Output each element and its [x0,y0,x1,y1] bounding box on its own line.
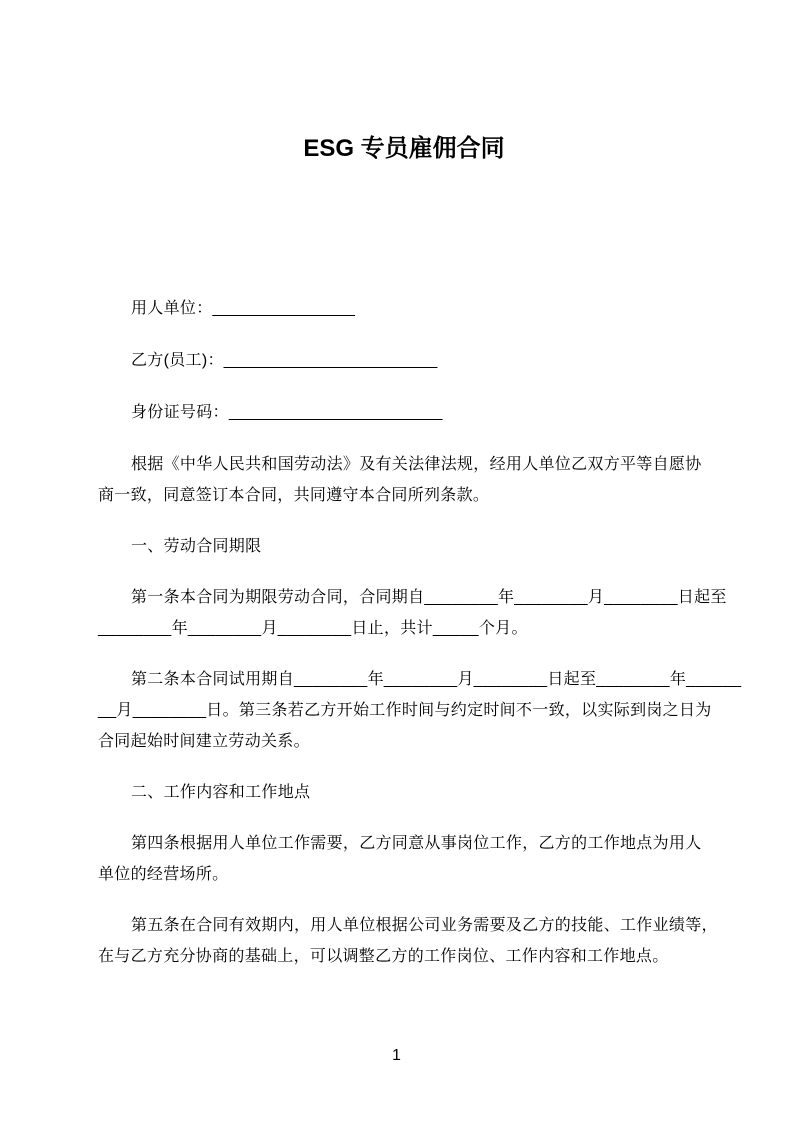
paragraph-article4 [98,828,710,890]
field-employer-label: 用人单位： [131,300,213,317]
field-employee-blank: ________________________ [223,352,438,369]
paragraph-article1-line: 第一条本合同为期限劳动合同，合同期自________年________月________日起至 [131,589,727,606]
field-employee-label: 乙方(员工)： [131,352,224,369]
page-number: 1 [392,1047,401,1064]
paragraph-article5-line: 第五条在合同有效期内，用人单位根据公司业务需要及乙方的技能、工作业绩等， [131,917,718,934]
paragraph-article2-line: 第二条本合同试用期自________年________月________日起至________年______ [131,671,742,688]
field-id-number [98,397,710,428]
paragraph-article1 [98,582,727,644]
field-employer-blank: ________________ [212,300,355,317]
field-employer [98,293,710,324]
field-id-number-blank: ________________________ [228,404,443,421]
section-heading-term [98,531,710,562]
paragraph-intro-line: 根据《中华人民共和国劳动法》及有关法律法规，经用人单位乙双方平等自愿协 [131,456,702,473]
section-heading-term-text: 一、劳动合同期限 [131,538,262,555]
paragraph-article2 [98,664,742,757]
paragraph-intro-line: 商一致，同意签订本合同，共同遵守本合同所列条款。 [98,487,490,504]
section-heading-work-text: 二、工作内容和工作地点 [131,784,311,801]
field-id-number-label: 身份证号码： [131,404,229,421]
paragraph-intro [98,449,710,511]
paragraph-article5 [98,910,718,972]
paragraph-article5-line: 在与乙方充分协商的基础上，可以调整乙方的工作岗位、工作内容和工作地点。 [98,948,669,965]
section-heading-work [98,777,710,808]
paragraph-article4-line: 第四条根据用人单位工作需要，乙方同意从事岗位工作，乙方的工作地点为用人 [131,835,702,852]
paragraph-article2-line: __月________日。第三条若乙方开始工作时间与约定时间不一致，以实际到岗之日为 [98,702,712,719]
paragraph-article1-line: ________年________月________日止，共计_____个月。 [98,620,528,637]
paragraph-article4-line: 单位的经营场所。 [98,866,229,883]
field-employee [98,345,710,376]
document-title: ESG 专员雇佣合同 [303,135,505,162]
paragraph-article2-line: 合同起始时间建立劳动关系。 [98,733,310,750]
